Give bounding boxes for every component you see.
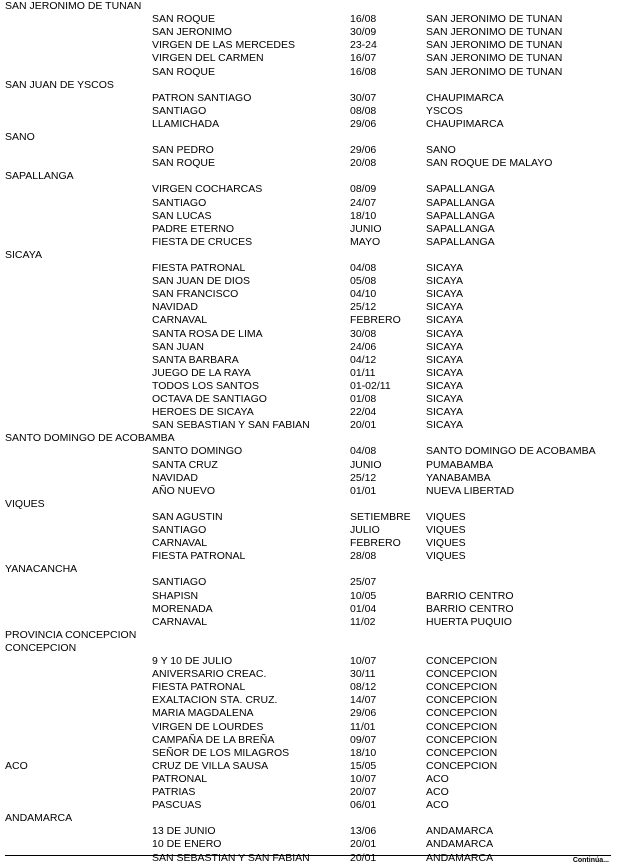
festivity-place: YSCOS (426, 104, 463, 117)
table-row (0, 472, 627, 485)
festivity-place: CONCEPCION (426, 681, 498, 694)
festivity-date: 14/07 (350, 694, 377, 707)
festivity-date: 10/07 (350, 655, 377, 667)
festivity-place: SICAYA (426, 340, 463, 353)
festivity-place: ANDAMARCA (426, 851, 494, 864)
festivity-name: TODOS LOS SANTOS (152, 379, 259, 392)
festivity-name: HEROES DE SICAYA (152, 406, 254, 419)
festivity-place: SICAYA (426, 419, 463, 432)
festivity-place: SICAYA (426, 314, 463, 327)
festivity-name: PASCUAS (152, 799, 202, 812)
festivity-name: SAN ROQUE (152, 65, 216, 78)
festivity-place: BARRIO CENTRO (426, 602, 514, 615)
festivity-date: 04/08 (350, 262, 377, 274)
festivity-place: CHAUPIMARCA (426, 117, 504, 130)
table-row (0, 354, 627, 367)
table-row (0, 0, 627, 13)
festivity-place: SANTO DOMINGO DE ACOBAMBA (426, 445, 596, 458)
festivity-name: SAN SEBASTIAN Y SAN FABIAN (152, 851, 310, 864)
festivity-place: SAN JERONIMO DE TUNAN (426, 13, 563, 26)
festivity-date: 09/07 (350, 733, 377, 746)
festivity-name: CARNAVAL (152, 537, 208, 550)
festivity-date: 08/12 (350, 681, 377, 694)
festivity-date: 06/01 (350, 799, 377, 812)
festivity-name: PATRON SANTIAGO (152, 91, 252, 104)
festivity-date: FEBRERO (350, 537, 401, 550)
table-row (0, 511, 627, 524)
district-name: YANACANCHA (5, 563, 78, 576)
festivity-date: 13/06 (350, 825, 377, 838)
festivity-name: OCTAVA DE SANTIAGO (152, 393, 267, 405)
festivity-date: SETIEMBRE (350, 510, 411, 523)
festivity-place: CHAUPIMARCA (426, 91, 504, 104)
table-row (0, 223, 627, 236)
district-name: ANDAMARCA (5, 812, 73, 825)
footer-divider (5, 855, 611, 856)
festivity-place: SICAYA (426, 262, 463, 274)
table-row (0, 157, 627, 170)
festivity-name: SANTIAGO (152, 104, 207, 117)
table-row (0, 681, 627, 694)
table-row (0, 799, 627, 812)
table-row (0, 603, 627, 616)
festivity-place: SAPALLANGA (426, 235, 495, 248)
festivity-date: 22/04 (350, 406, 377, 419)
festivity-place: CONCEPCION (426, 759, 498, 772)
festivity-place: BARRIO CENTRO (426, 589, 514, 602)
festivity-name: SANTA CRUZ (152, 458, 218, 471)
festivity-name: MARIA MAGDALENA (152, 707, 254, 720)
festivity-place: SAPALLANGA (426, 196, 495, 209)
festivity-date: 25/12 (350, 471, 377, 484)
festivity-date: 16/08 (350, 13, 377, 26)
festivity-place: SICAYA (426, 393, 463, 405)
table-row (0, 707, 627, 720)
festivity-place: SAN JERONIMO DE TUNAN (426, 52, 563, 65)
table-row (0, 210, 627, 223)
table-row (0, 760, 627, 773)
festivity-name: VIRGEN DEL CARMEN (152, 52, 264, 65)
festivity-name: SAN LUCAS (152, 209, 212, 222)
festivity-name: SEÑOR DE LOS MILAGROS (152, 746, 290, 759)
festivity-name: SAN FRANCISCO (152, 288, 239, 301)
festivity-place: ACO (426, 786, 449, 798)
festivity-place: ACO (426, 772, 449, 785)
festivity-date: 20/01 (350, 419, 377, 432)
table-row (0, 747, 627, 760)
table-row (0, 66, 627, 79)
festivity-date: 05/08 (350, 275, 377, 288)
festivity-date: MAYO (350, 235, 381, 248)
table-row (0, 393, 627, 406)
festivity-name: VIRGEN DE LAS MERCEDES (152, 39, 295, 52)
table-row (0, 406, 627, 419)
festivity-name: SANTIAGO (152, 576, 207, 589)
table-row (0, 485, 627, 498)
festivity-date: 11/01 (350, 720, 376, 733)
festivity-date: 20/07 (350, 786, 377, 798)
table-row (0, 328, 627, 341)
festivity-date: 11/02 (350, 615, 376, 628)
festivity-name: SAN JERONIMO (152, 26, 232, 39)
festivity-place: SICAYA (426, 301, 463, 314)
table-row (0, 445, 627, 458)
festivity-name: FIESTA DE CRUCES (152, 235, 253, 248)
festivity-date: 29/06 (350, 144, 377, 157)
festivity-name: FIESTA PATRONAL (152, 262, 246, 274)
festivity-place: SAN JERONIMO DE TUNAN (426, 65, 563, 78)
table-row (0, 301, 627, 314)
festivity-name: EXALTACION STA. CRUZ. (152, 694, 278, 707)
festivity-place: SICAYA (426, 406, 463, 419)
festivity-date: JUNIO (350, 458, 382, 471)
festivity-place: SICAYA (426, 288, 463, 301)
festivity-place: CONCEPCION (426, 655, 498, 667)
festivity-date: 29/06 (350, 707, 377, 720)
table-row (0, 590, 627, 603)
table-row (0, 144, 627, 157)
festivity-place: CONCEPCION (426, 720, 498, 733)
festivity-name: SAN JUAN (152, 340, 204, 353)
festivity-date: 01/01 (350, 484, 377, 497)
festivity-place: YANABAMBA (426, 471, 491, 484)
festivity-name: SAN AGUSTIN (152, 510, 223, 523)
festivity-date: 30/08 (350, 327, 377, 340)
festivity-date: 29/06 (350, 117, 377, 130)
festivity-place: SAN JERONIMO DE TUNAN (426, 26, 563, 39)
festivity-date: 04/12 (350, 353, 377, 366)
festivity-name: SANTA ROSA DE LIMA (152, 327, 263, 340)
festivity-name: SANTO DOMINGO (152, 445, 243, 458)
festivity-name: CRUZ DE VILLA SAUSA (152, 759, 269, 772)
festivity-date: 24/06 (350, 340, 377, 353)
festivity-name: SAN JUAN DE DIOS (152, 275, 251, 288)
festivity-place: ANDAMARCA (426, 838, 494, 851)
table-row (0, 262, 627, 275)
festivity-place: CONCEPCION (426, 707, 498, 720)
festivity-name: SAN ROQUE (152, 13, 216, 26)
festivity-place: CONCEPCION (426, 668, 498, 681)
table-row (0, 563, 627, 576)
festivity-date: 18/10 (350, 209, 377, 222)
festivity-place: CONCEPCION (426, 746, 498, 759)
table-row (0, 852, 627, 865)
table-row (0, 734, 627, 747)
festivity-date: 23-24 (350, 39, 377, 52)
festivity-name: CAMPAÑA DE LA BREÑA (152, 733, 275, 746)
festivity-place: SICAYA (426, 275, 463, 288)
festivity-place: SAN ROQUE DE MALAYO (426, 157, 553, 170)
festivity-place: SANO (426, 144, 456, 157)
table-row (0, 419, 627, 432)
festivity-date: 01-02/11 (350, 379, 391, 392)
table-row (0, 105, 627, 118)
festivity-name: FIESTA PATRONAL (152, 681, 246, 694)
festivity-date: 20/01 (350, 851, 377, 864)
table-row (0, 197, 627, 210)
table-row (0, 341, 627, 354)
district-name: PROVINCIA CONCEPCION (5, 628, 137, 641)
festivity-name: 13 DE JUNIO (152, 825, 216, 838)
festivity-name: AÑO NUEVO (152, 484, 216, 497)
festivity-date: 20/08 (350, 157, 377, 170)
festivity-date: 30/11 (350, 668, 376, 681)
table-row (0, 825, 627, 838)
festivity-date: 24/07 (350, 196, 377, 209)
festivity-name: SAN PEDRO (152, 144, 214, 157)
festivity-place: HUERTA PUQUIO (426, 615, 512, 628)
festivity-date: 25/12 (350, 301, 377, 314)
table-row (0, 694, 627, 707)
festivity-place: VIQUES (426, 537, 466, 550)
festivity-name: CARNAVAL (152, 615, 208, 628)
festivity-place: VIQUES (426, 524, 466, 536)
table-row (0, 432, 627, 445)
festivity-place: VIQUES (426, 550, 466, 563)
table-row (0, 786, 627, 799)
table-row (0, 773, 627, 786)
district-name: VIQUES (5, 497, 45, 510)
table-row (0, 367, 627, 380)
continued-label: Continúa... (572, 857, 609, 864)
district-name: SICAYA (5, 248, 42, 261)
table-row (0, 459, 627, 472)
festivity-name: NAVIDAD (152, 301, 198, 314)
festivity-date: 10/07 (350, 772, 377, 785)
festivity-date: 08/09 (350, 183, 377, 196)
festivity-name: PADRE ETERNO (152, 222, 235, 235)
festivity-name: 9 Y 10 DE JULIO (152, 655, 233, 667)
festivity-name: PATRONAL (152, 772, 208, 785)
festivity-place: CONCEPCION (426, 733, 498, 746)
district-name: SAN JUAN DE YSCOS (5, 78, 114, 91)
festivity-date: 10/05 (350, 589, 377, 602)
festivity-name: ANIVERSARIO CREAC. (152, 668, 267, 681)
festivity-date: 30/09 (350, 26, 377, 39)
festivity-date: 01/08 (350, 393, 377, 405)
table-row (0, 52, 627, 65)
festivity-date: 08/08 (350, 104, 377, 117)
festivity-place: SICAYA (426, 353, 463, 366)
table-row (0, 380, 627, 393)
festivity-name: CARNAVAL (152, 314, 208, 327)
festivity-name: JUEGO DE LA RAYA (152, 366, 251, 379)
festivity-place: SICAYA (426, 366, 463, 379)
festivity-place: ANDAMARCA (426, 825, 494, 838)
table-row (0, 92, 627, 105)
table-row (0, 131, 627, 144)
festivity-name: SANTIAGO (152, 524, 207, 536)
table-row (0, 550, 627, 563)
district-name: CONCEPCION (5, 641, 77, 654)
festivity-name: FIESTA PATRONAL (152, 550, 246, 563)
table-row (0, 668, 627, 681)
festivity-date: 25/07 (350, 576, 377, 589)
festivity-name: VIRGEN COCHARCAS (152, 183, 263, 196)
festivity-date: JULIO (350, 524, 380, 536)
festivity-date: 01/11 (350, 366, 376, 379)
festivity-date: FEBRERO (350, 314, 401, 327)
festivity-date: 16/07 (350, 52, 377, 65)
table-row (0, 642, 627, 655)
table-row (0, 275, 627, 288)
festivity-date: 04/08 (350, 445, 377, 458)
table-row (0, 170, 627, 183)
festivity-date: 20/01 (350, 838, 377, 851)
festivity-name: VIRGEN DE LOURDES (152, 720, 264, 733)
table-row (0, 616, 627, 629)
festivity-date: 01/04 (350, 602, 377, 615)
table-row (0, 13, 627, 26)
festivity-place: CONCEPCION (426, 694, 498, 707)
table-row (0, 629, 627, 642)
district-name: SAPALLANGA (5, 170, 74, 183)
district-name: SANO (5, 131, 35, 143)
festivity-place: SAPALLANGA (426, 222, 495, 235)
table-row (0, 655, 627, 668)
district-name: SANTO DOMINGO DE ACOBAMBA (5, 432, 175, 445)
festivity-name: SHAPISN (152, 589, 199, 602)
festivity-place: SAPALLANGA (426, 183, 495, 196)
festivity-place: NUEVA LIBERTAD (426, 484, 515, 497)
table-row (0, 812, 627, 825)
festivity-date: 16/08 (350, 65, 377, 78)
festivity-date: JUNIO (350, 222, 382, 235)
festivity-date: 04/10 (350, 288, 377, 301)
district-name: ACO (5, 759, 28, 772)
festivity-place: SAN JERONIMO DE TUNAN (426, 39, 563, 52)
table-row (0, 314, 627, 327)
festivity-place: PUMABAMBA (426, 458, 494, 471)
table-row (0, 537, 627, 550)
table-row (0, 524, 627, 537)
festivity-place: SICAYA (426, 327, 463, 340)
table-row (0, 118, 627, 131)
festivity-name: MORENADA (152, 602, 213, 615)
table-row (0, 79, 627, 92)
festivity-name: NAVIDAD (152, 471, 198, 484)
festivity-date: 15/05 (350, 759, 377, 772)
table-row (0, 249, 627, 262)
table-row (0, 236, 627, 249)
festivity-name: LLAMICHADA (152, 117, 220, 130)
table-row (0, 838, 627, 851)
district-name: SAN JERONIMO DE TUNAN (5, 0, 142, 12)
table-row (0, 183, 627, 196)
table-row (0, 576, 627, 589)
festivity-name: SANTIAGO (152, 196, 207, 209)
festivity-name: SAN ROQUE (152, 157, 216, 170)
table-row (0, 288, 627, 301)
festivity-place: SAPALLANGA (426, 209, 495, 222)
festivity-date: 28/08 (350, 550, 377, 563)
table-row (0, 721, 627, 734)
festivity-date: 30/07 (350, 91, 377, 104)
table-row (0, 26, 627, 39)
festivity-name: PATRIAS (152, 786, 196, 798)
festivity-name: 10 DE ENERO (152, 838, 222, 851)
festivity-place: ACO (426, 799, 449, 812)
festivity-date: 18/10 (350, 746, 377, 759)
festivity-place: SICAYA (426, 379, 463, 392)
festivity-name: SAN SEBASTIAN Y SAN FABIAN (152, 419, 310, 432)
table-row (0, 39, 627, 52)
festivity-name: SANTA BARBARA (152, 353, 239, 366)
festivity-place: VIQUES (426, 510, 466, 523)
table-row (0, 498, 627, 511)
